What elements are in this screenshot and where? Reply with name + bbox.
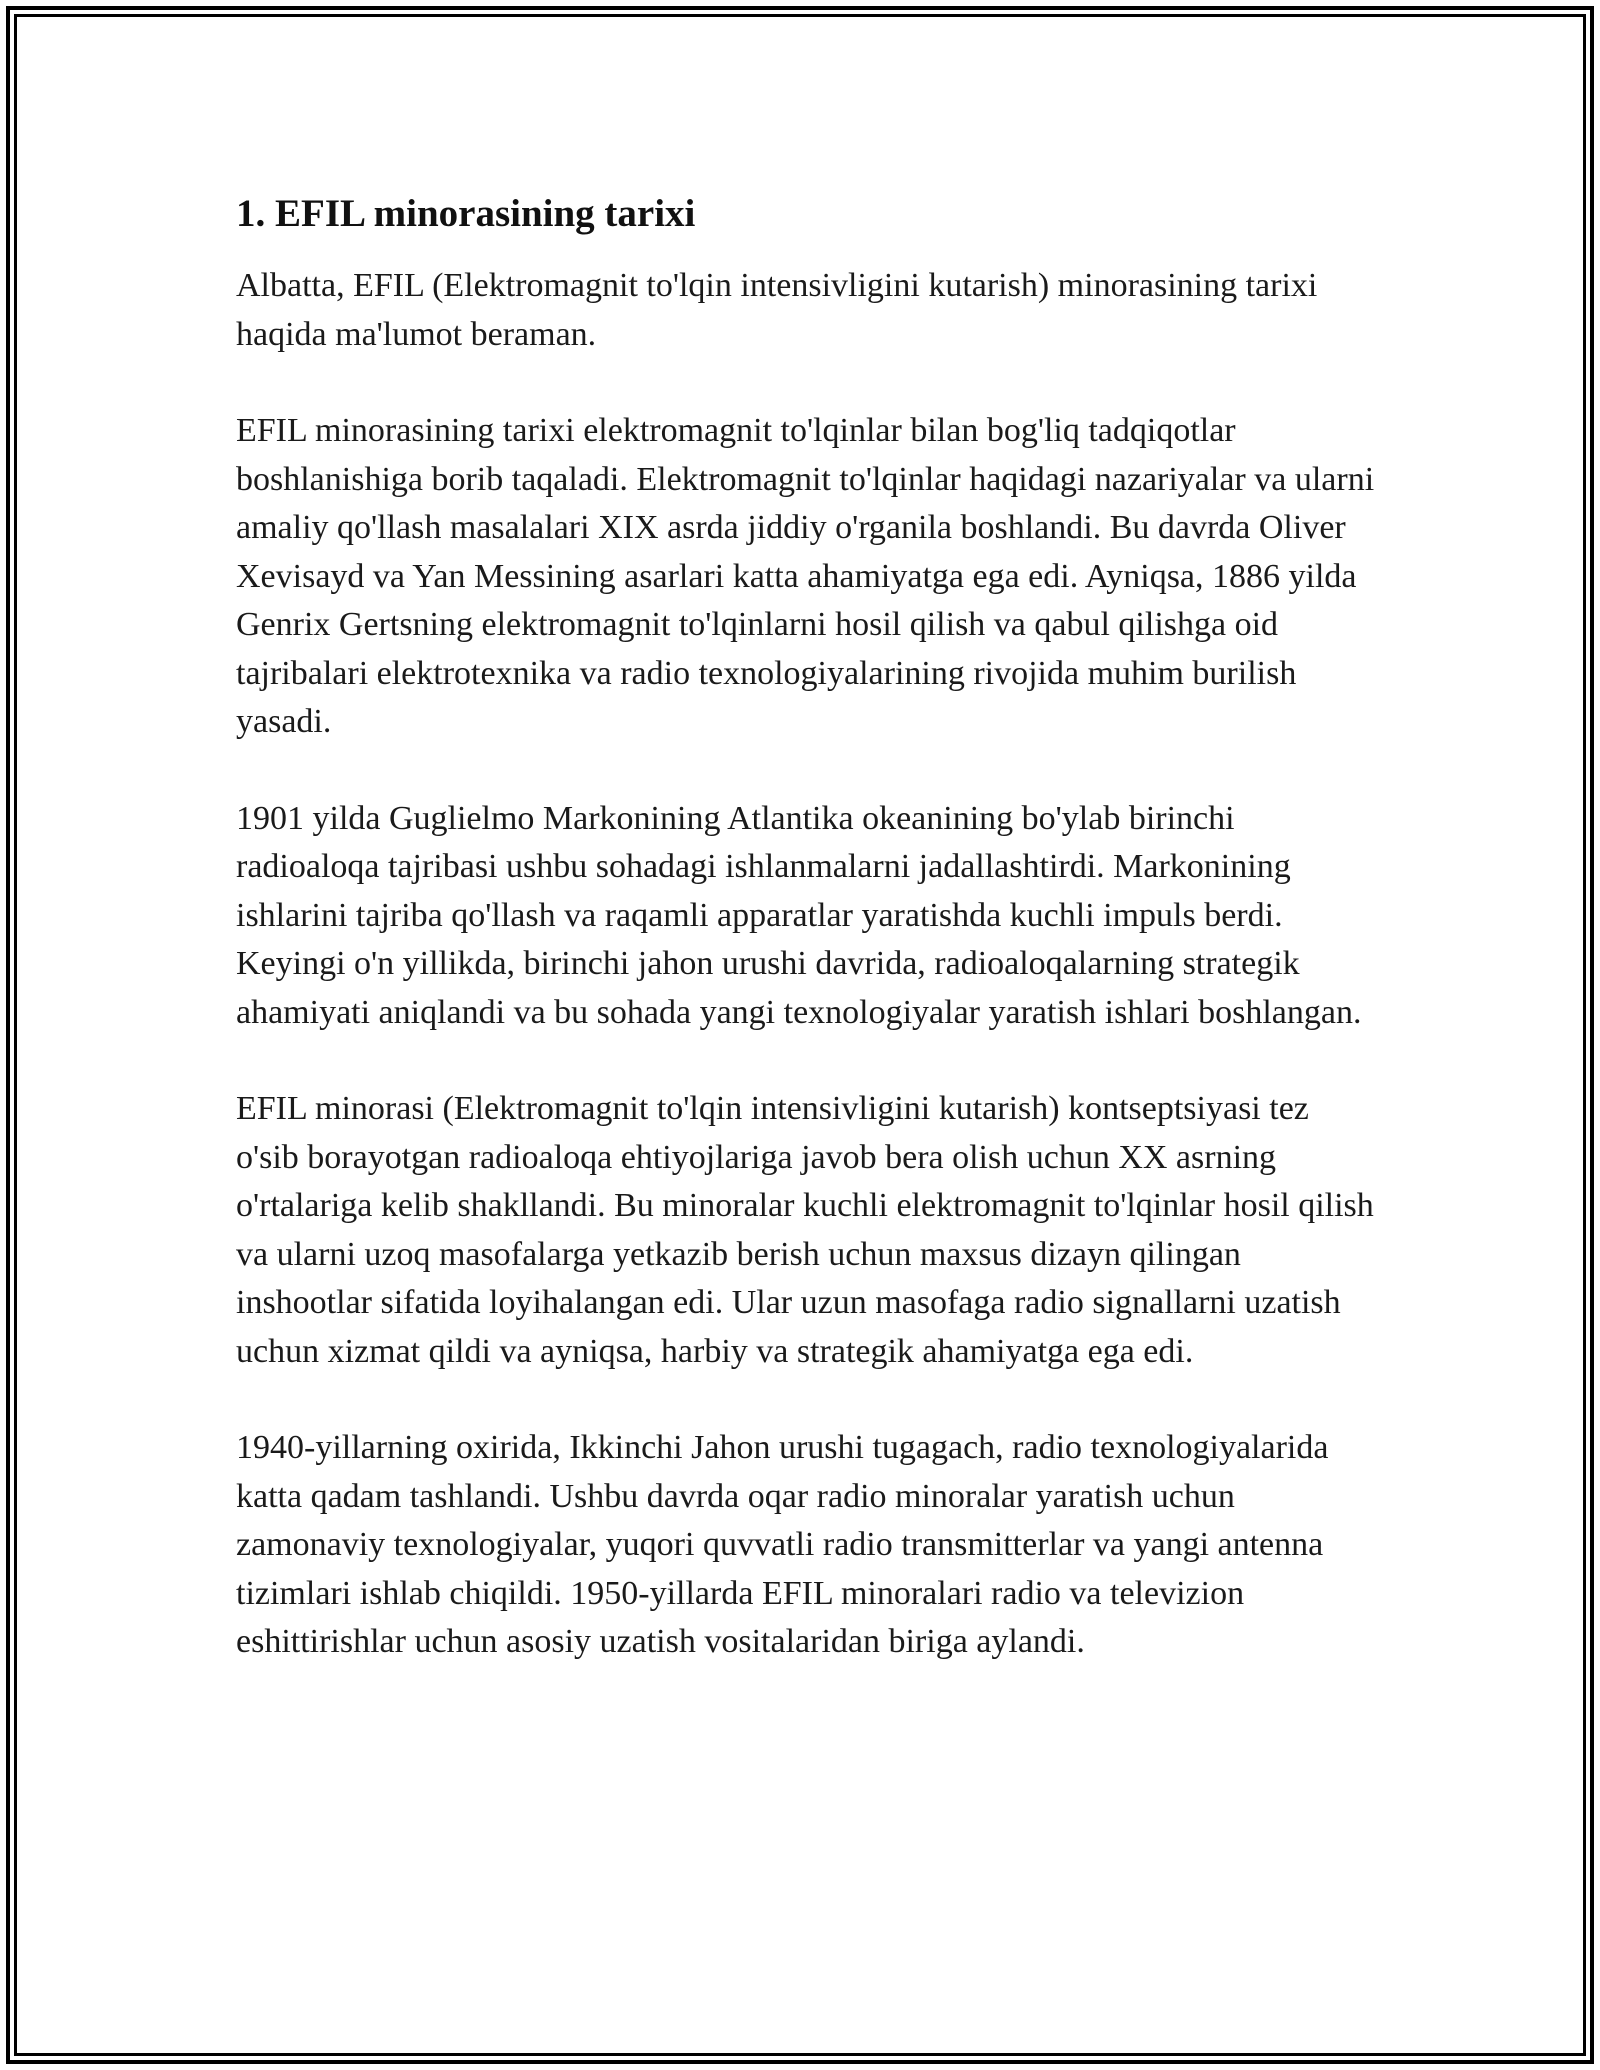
- paragraph-postwar: 1940-yillarning oxirida, Ikkinchi Jahon urushi tugagach, radio texnologiyalarida katta qadam tashlandi. Ushbu davrda oqar radio minoralar yaratish uchun zamonaviy texnologiyalar, yuqori quvvatli radio transmitterlar va yangi antenna tizimlari ishlab chiqildi. 1950-yillarda EFIL minoralari radio va televizion eshittirishlar uchun asosiy uzatish vositalaridan biriga aylandi.: [236, 1429, 1329, 1660]
- paragraph-intro: Albatta, EFIL (Elektromagnit to'lqin intensivligini kutarish) minorasining tarixi haqida ma'lumot beraman.: [236, 267, 1318, 353]
- document-body: [236, 188, 1376, 1715]
- paragraph-origins: EFIL minorasining tarixi elektromagnit to'lqinlar bilan bog'liq tadqiqotlar boshlanishiga borib taqaladi. Elektromagnit to'lqinlar haqidagi nazariyalar va ularni amaliy qo'llash masalalari XIX asrda jiddiy o'rganila boshlandi. Bu davrda Oliver Xevisayd va Yan Messining asarlari katta ahamiyatga ega edi. Ayniqsa, 1886 yilda Genrix Gertsning elektromagnit to'lqinlarni hosil qilish va qabul qilishga oid tajribalari elektrotexnika va radio texnologiyalarining rivojida muhim burilish yasadi.: [236, 412, 1375, 740]
- paragraph-marconi: 1901 yilda Guglielmo Markonining Atlantika okeanining bo'ylab birinchi radioaloqa tajribasi ushbu sohadagi ishlanmalarni jadallashtirdi. Markonining ishlarini tajriba qo'llash va raqamli apparatlar yaratishda kuchli impuls berdi. Keyingi o'n yillikda, birinchi jahon urushi davrida, radioaloqalarning strategik ahamiyati aniqlandi va bu sohada yangi texnologiyalar yaratish ishlari boshlangan.: [236, 799, 1362, 1031]
- paragraph-concept: EFIL minorasi (Elektromagnit to'lqin intensivligini kutarish) kontseptsiyasi tez o'sib borayotgan radioaloqa ehtiyojlariga javob bera olish uchun XX asrning o'rtalariga kelib shakllandi. Bu minoralar kuchli elektromagnit to'lqinlar hosil qilish va ularni uzoq masofalarga yetkazib berish uchun maxsus dizayn qilingan inshootlar sifatida loyihalangan edi. Ular uzun masofaga radio signallarni uzatish uchun xizmat qildi va ayniqsa, harbiy va strategik ahamiyatga ega edi.: [236, 1090, 1374, 1370]
- section-heading: 1. EFIL minorasining tarixi: [236, 192, 696, 235]
